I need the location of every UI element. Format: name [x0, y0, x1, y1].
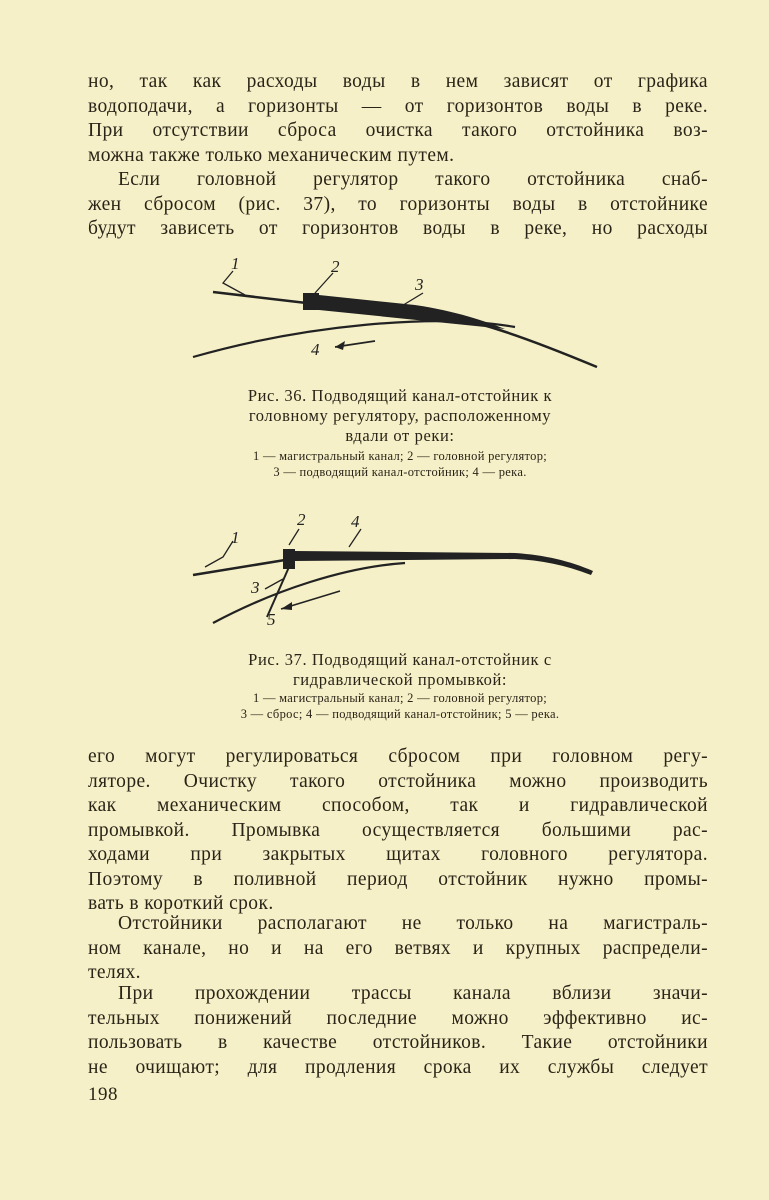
- caption-line: Рис. 36. Подводящий канал-отстойник к: [247, 386, 553, 405]
- label-5: 5: [267, 610, 276, 629]
- text-line: его могут регулироваться сбросом при головном регу-: [88, 746, 708, 767]
- text-line: При отсутствии сброса очистка такого отстойника воз-: [88, 120, 708, 141]
- text-line: не очищают; для продления срока их службы следует: [88, 1056, 708, 1078]
- label-4: 4: [351, 512, 360, 531]
- caption-line: головному регулятору, расположенному: [248, 406, 552, 425]
- text-line: ходами при закрытых щитах головного регулятора.: [88, 844, 708, 865]
- text-line: можна также только механическим путем.: [88, 144, 455, 166]
- text-line: Отстойники располагают не только на магистраль-: [118, 913, 708, 934]
- text-line: Если головной регулятор такого отстойника снаб-: [118, 169, 708, 190]
- text-line: как механическим способом, так и гидравлической: [88, 795, 708, 816]
- text-line: жен сбросом (рис. 37), то горизонты воды в отстойнике: [88, 193, 708, 215]
- river-line: [193, 321, 515, 357]
- text-line: водоподачи, а горизонты — от горизонтов воды в реке.: [88, 95, 708, 117]
- label-4: 4: [311, 340, 320, 359]
- paragraph-bottom-2: [88, 912, 708, 986]
- caption-line: гидравлической промывкой:: [292, 670, 508, 689]
- caption-line: вдали от реки:: [345, 426, 455, 445]
- figure-36-diagram: [185, 255, 615, 380]
- caption-line: Рис. 37. Подводящий канал-отстойник с: [248, 650, 552, 669]
- label-1: 1: [231, 255, 240, 273]
- label-1: 1: [231, 528, 240, 547]
- main-canal-line: [193, 560, 285, 575]
- figure-36-legend: [150, 448, 650, 480]
- label-2: 2: [297, 510, 306, 529]
- page-number: 198: [88, 1084, 118, 1105]
- label-2: 2: [331, 257, 340, 276]
- paragraph-bottom-3: [88, 982, 708, 1080]
- text-line: Поэтому в поливной период отстойник нужно промы-: [88, 868, 708, 890]
- legend-line: 3 — подводящий канал-отстойник; 4 — река.: [273, 465, 527, 479]
- main-canal-line: [213, 292, 315, 304]
- text-line: пользовать в качестве отстойников. Такие отстойники: [88, 1032, 708, 1053]
- text-line: промывкой. Промывка осуществляется большими рас-: [88, 819, 708, 841]
- text-line: но, так как расходы воды в нем зависят от графика: [88, 71, 708, 92]
- legend-line: 1 — магистральный канал; 2 — головной регулятор;: [252, 691, 548, 705]
- settling-channel-mark: [295, 551, 593, 575]
- figure-37-legend: [150, 690, 650, 722]
- paragraph-bottom-1: [88, 745, 708, 917]
- text-line: При прохождении трассы канала вблизи значи-: [118, 983, 708, 1004]
- legend-line: 3 — сброс; 4 — подводящий канал-отстойник; 5 — река.: [240, 707, 560, 721]
- text-line: ном канале, но и на его ветвях и крупных распредели-: [88, 937, 708, 959]
- head-regulator-mark: [283, 549, 295, 569]
- head-regulator-mark: [303, 293, 319, 310]
- figure-36-caption: [180, 386, 620, 446]
- figure-37-diagram: [185, 505, 615, 630]
- figure-37-caption: [180, 650, 620, 690]
- label-3: 3: [415, 275, 424, 294]
- river-line: [213, 563, 405, 623]
- legend-line: 1 — магистральный канал; 2 — головной регулятор;: [252, 449, 548, 463]
- text-line: вать в короткий срок.: [88, 893, 274, 914]
- text-line: телях.: [88, 962, 141, 983]
- label-3: 3: [251, 578, 260, 597]
- text-line: тельных понижений последние можно эффективно ис-: [88, 1007, 708, 1029]
- paragraph-top: [88, 70, 708, 242]
- text-line: ляторе. Очистку такого отстойника можно производить: [88, 770, 708, 792]
- text-line: будут зависеть от горизонтов воды в реке, но расходы: [88, 218, 708, 239]
